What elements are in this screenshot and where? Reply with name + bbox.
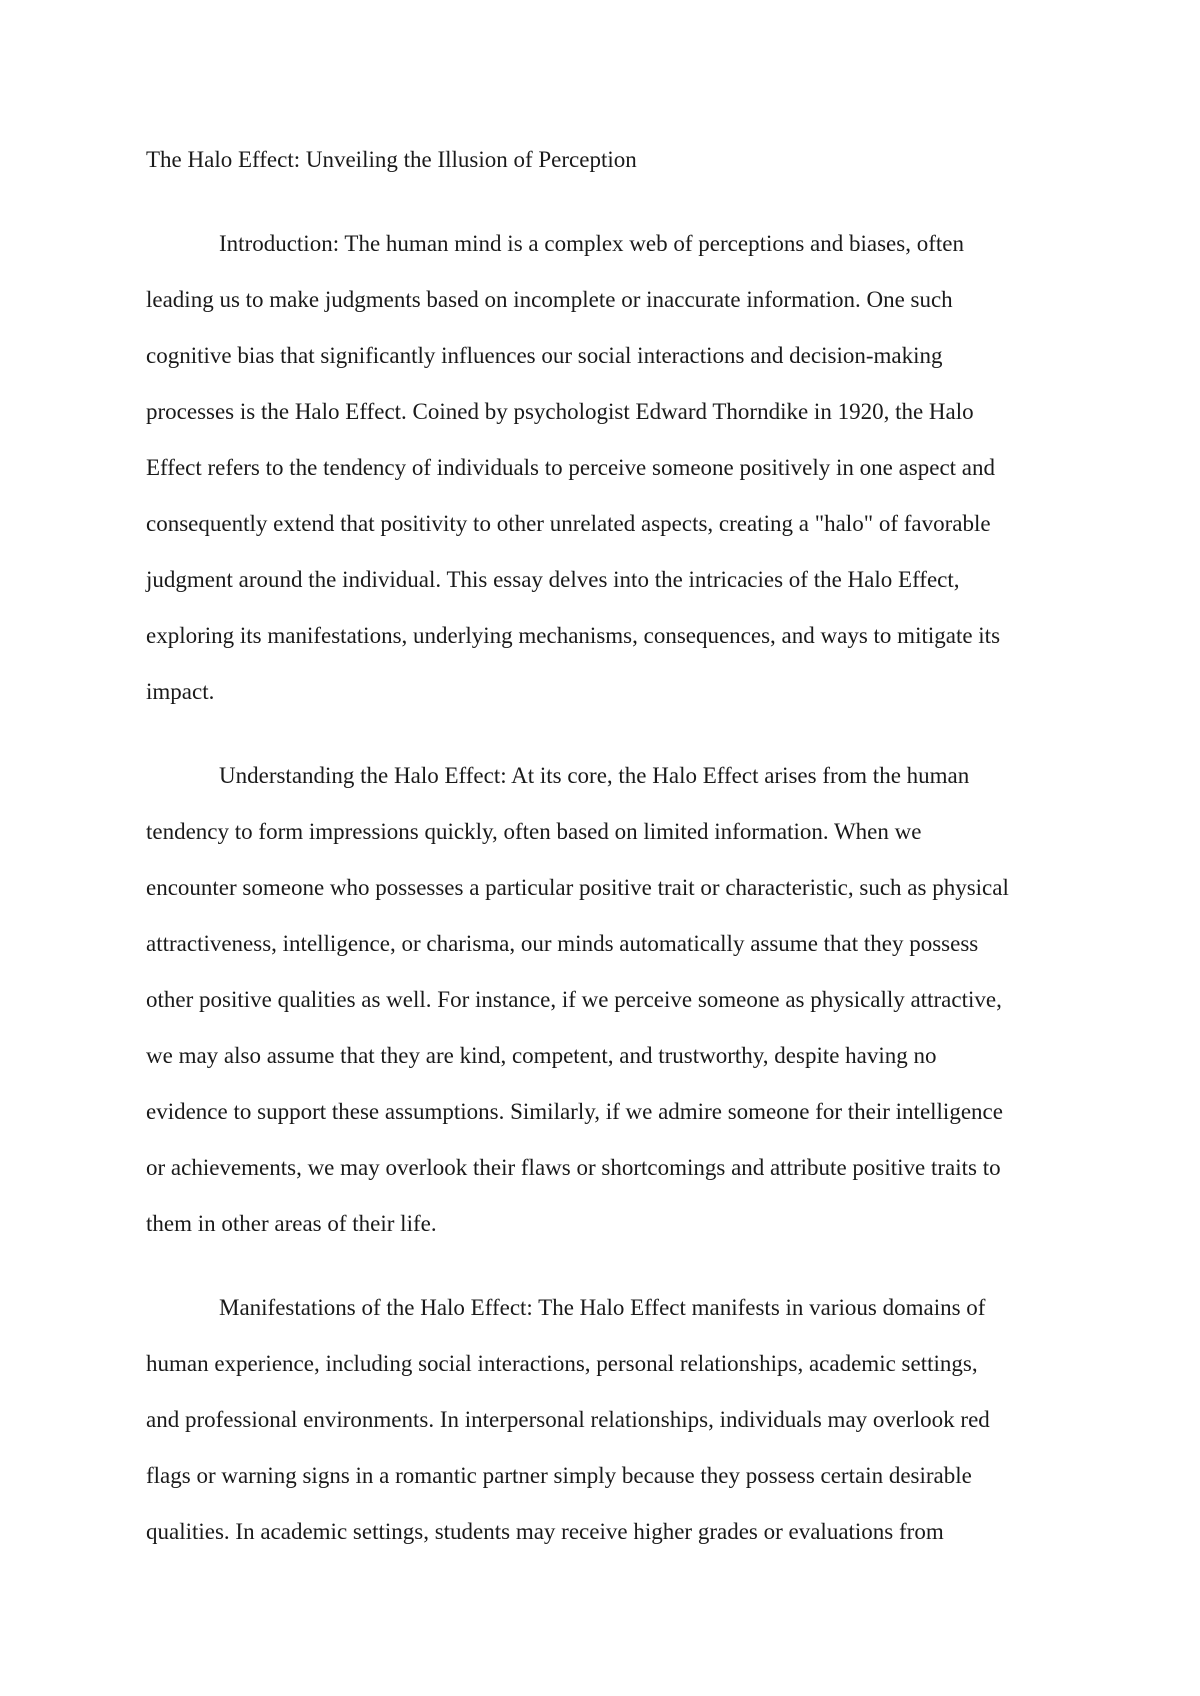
text-line: qualities. In academic settings, students may receive higher grades or evaluations from — [146, 1519, 944, 1544]
text-line: leading us to make judgments based on incomplete or inaccurate information. One such — [146, 287, 953, 312]
text-line: Manifestations of the Halo Effect: The Halo Effect manifests in various domains of — [219, 1295, 986, 1320]
text-line: or achievements, we may overlook their flaws or shortcomings and attribute positive traits to — [146, 1155, 1001, 1180]
text-line: exploring its manifestations, underlying mechanisms, consequences, and ways to mitigate its — [146, 623, 1001, 648]
text-line: other positive qualities as well. For instance, if we perceive someone as physically attractive, — [146, 987, 1002, 1012]
text-line: flags or warning signs in a romantic partner simply because they possess certain desirable — [146, 1463, 972, 1488]
text-line: Understanding the Halo Effect: At its core, the Halo Effect arises from the human — [219, 763, 970, 788]
text-line: Introduction: The human mind is a complex web of perceptions and biases, often — [219, 231, 964, 256]
text-line: and professional environments. In interpersonal relationships, individuals may overlook red — [146, 1407, 990, 1432]
text-line: human experience, including social interactions, personal relationships, academic settings, — [146, 1351, 978, 1376]
text-line: tendency to form impressions quickly, often based on limited information. When we — [146, 819, 922, 844]
text-line: consequently extend that positivity to other unrelated aspects, creating a "halo" of favorable — [146, 511, 991, 536]
text-line: evidence to support these assumptions. Similarly, if we admire someone for their intelligence — [146, 1099, 1003, 1124]
text-line: judgment around the individual. This essay delves into the intricacies of the Halo Effect, — [146, 567, 960, 592]
text-line: them in other areas of their life. — [146, 1211, 437, 1236]
text-line: Effect refers to the tendency of individuals to perceive someone positively in one aspect and — [146, 455, 996, 480]
text-line: attractiveness, intelligence, or charisma, our minds automatically assume that they possess — [146, 931, 979, 956]
text-line: we may also assume that they are kind, competent, and trustworthy, despite having no — [146, 1043, 937, 1068]
text-line: impact. — [146, 679, 215, 704]
text-line: cognitive bias that significantly influences our social interactions and decision-making — [146, 343, 943, 368]
document-title: The Halo Effect: Unveiling the Illusion of Perception — [146, 147, 637, 172]
text-line: processes is the Halo Effect. Coined by psychologist Edward Thorndike in 1920, the Halo — [146, 399, 974, 424]
text-line: encounter someone who possesses a particular positive trait or characteristic, such as physical — [146, 875, 1009, 900]
